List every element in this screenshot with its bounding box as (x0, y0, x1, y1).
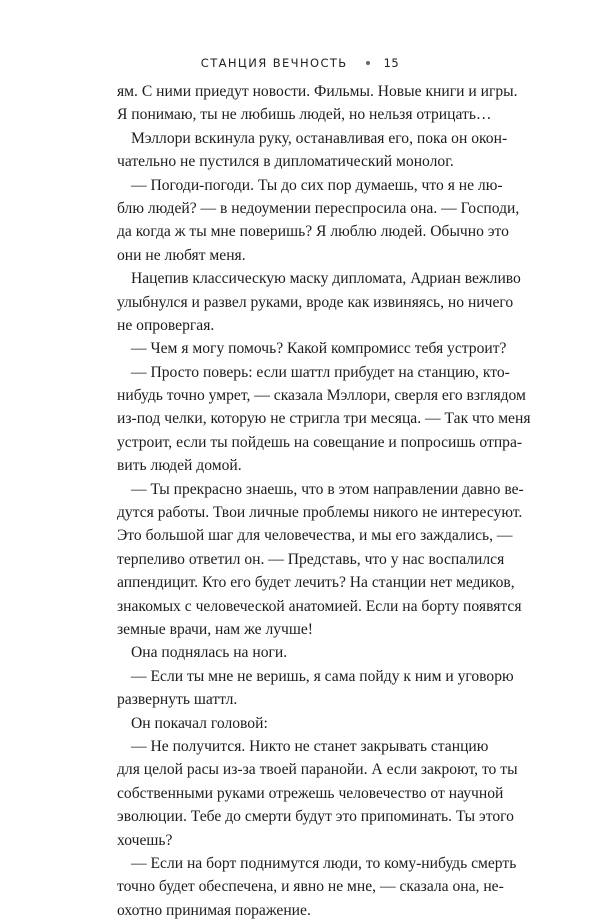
text-line: ям. С ними приедут новости. Фильмы. Новые книги и игры. (117, 83, 518, 100)
text-line: Мэллори вскинула руку, останавливая его, пока он окон- (131, 129, 508, 147)
text-line: дутся работы. Твои личные проблемы никого не интересуют. (117, 504, 523, 522)
body-text (117, 80, 531, 922)
text-line: Я понимаю, ты не любишь людей, но нельзя отрицать… (117, 106, 492, 124)
text-line: нибудь точно умрет, — сказала Мэллори, сверля его взглядом (117, 387, 526, 405)
text-line: аппендицит. Кто его будет лечить? На станции нет медиков, (117, 574, 515, 592)
text-line: хочешь? (117, 831, 173, 849)
text-line: земные врачи, нам же лучше! (117, 620, 313, 638)
text-line: не опровергая. (117, 316, 215, 334)
text-line: собственными руками отрежешь человечество от научной (117, 784, 504, 802)
text-line: Это большой шаг для человечества, и мы его заждались, — (117, 527, 513, 545)
text-line: из-под челки, которую не стригла три месяца. — Так что меня (117, 410, 531, 428)
book-title: СТАНЦИЯ ВЕЧНОСТЬ (200, 56, 348, 70)
page-number: 15 (383, 56, 400, 70)
text-line: вить людей домой. (117, 457, 242, 475)
text-line: — Не получится. Никто не станет закрывать станцию (131, 737, 489, 755)
text-line: — Чем я могу помочь? Какой компромисс тебя устроит? (131, 340, 507, 358)
running-header (0, 56, 600, 70)
text-line: — Просто поверь: если шаттл прибудет на станцию, кто- (131, 363, 510, 381)
text-line: знакомых с человеческой анатомией. Если на борту появятся (117, 597, 522, 615)
text-line: Она поднялась на ноги. (131, 644, 288, 662)
text-line: устроит, если ты пойдешь на совещание и попросишь отпра- (117, 433, 523, 451)
text-line: — Если на борт поднимутся люди, то кому-нибудь смерть (131, 854, 517, 872)
text-line: развернуть шаттл. (117, 691, 238, 709)
text-line: для целой расы из-за твоей паранойи. А если закроют, то ты (117, 761, 518, 779)
text-line: блю людей? — в недоумении переспросила она. — Господи, (117, 199, 520, 217)
text-line: Нацепив классическую маску дипломата, Адриан вежливо (131, 270, 521, 288)
text-line: Он покачал головой: (131, 714, 268, 732)
bullet-separator-icon (366, 61, 370, 65)
text-line: чательно не пустился в дипломатический монолог. (117, 153, 454, 171)
text-line: — Ты прекрасно знаешь, что в этом направлении давно ве- (131, 480, 524, 498)
text-line: да когда ж ты мне поверишь? Я люблю людей. Обычно это (117, 223, 509, 241)
text-line: улыбнулся и развел руками, вроде как извиняясь, но ничего (117, 293, 514, 311)
text-line: терпеливо ответил он. — Представь, что у нас воспалился (117, 550, 505, 568)
text-line: эволюции. Тебе до смерти будут это припоминать. Ты этого (117, 808, 514, 826)
text-line: — Погоди-погоди. Ты до сих пор думаешь, что я не лю- (131, 176, 503, 194)
text-line: — Если ты мне не веришь, я сама пойду к ним и уговорю (131, 667, 514, 685)
text-line: охотно принимая поражение. (117, 901, 311, 919)
text-line: точно будет обеспечена, и явно не мне, — сказала она, не- (117, 878, 504, 896)
text-line: они не любят меня. (117, 246, 246, 264)
